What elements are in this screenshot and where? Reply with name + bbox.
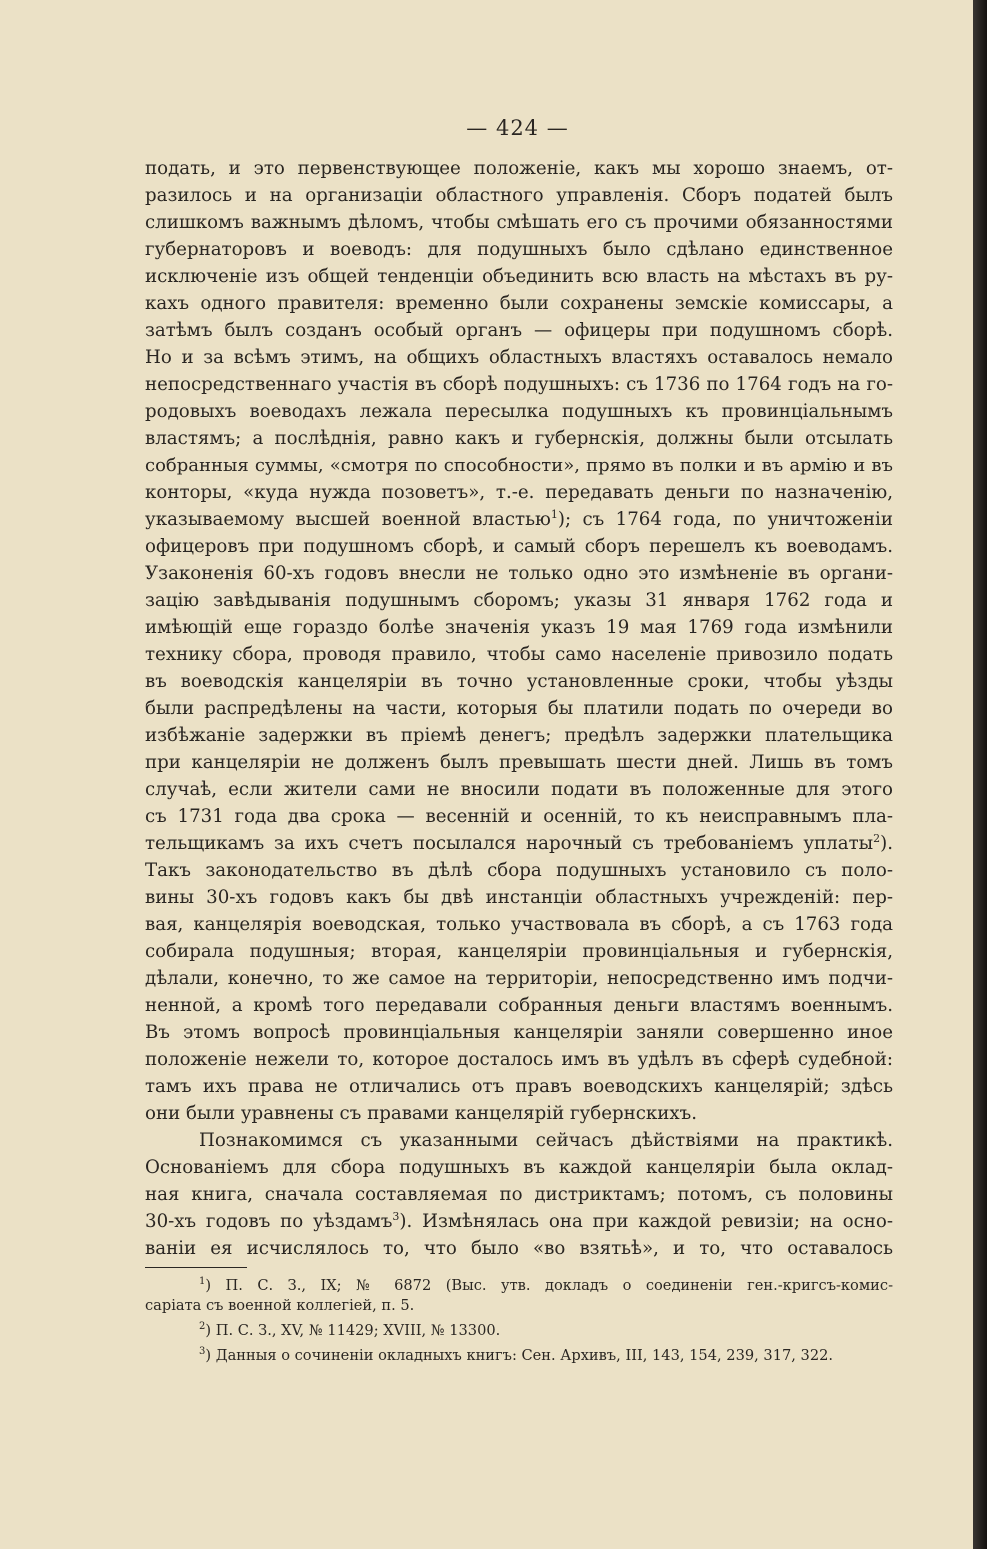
- text-line-content: Узаконенія 60-хъ годовъ внесли не только одно это измѣненіе въ органи-: [145, 563, 893, 584]
- text-line-content: ненной, а кромѣ того передавали собранныя деньги властямъ военнымъ.: [145, 995, 893, 1016]
- text-line-content: Но и за всѣмъ этимъ, на общихъ областныхъ властяхъ оставалось немало: [145, 347, 893, 368]
- text-line-content: Такъ законодательство въ дѣлѣ сбора подушныхъ установило съ поло-: [145, 860, 893, 881]
- text-line: [145, 587, 893, 614]
- text-line: [145, 236, 893, 263]
- text-line-content: они были уравнены съ правами канцелярій губернскихъ.: [145, 1103, 698, 1124]
- page-number: — 424 —: [466, 116, 569, 140]
- text-line-content: съ 1731 года два срока — весенній и осенній, то къ неисправнымъ пла-: [145, 806, 893, 827]
- text-line: [145, 1235, 893, 1262]
- text-line-content: зацію завѣдыванія подушнымъ сборомъ; указы 31 января 1762 года и: [145, 590, 893, 611]
- footnote-line: [145, 1321, 893, 1341]
- footnote-line: [145, 1346, 893, 1366]
- text-line-content: властямъ; а послѣднія, равно какъ и губернскія, должны были отсылать: [145, 428, 893, 449]
- text-line-content: исключеніе изъ общей тенденціи объединить всю власть на мѣстахъ въ ру-: [145, 266, 893, 287]
- text-line: [145, 155, 893, 182]
- text-line-content: собирала подушныя; вторая, канцеляріи провинціальныя и губернскія,: [145, 941, 893, 962]
- footnote-text: П. С. З., XV, № 11429; XVIII, № 13300.: [215, 1322, 501, 1339]
- footnote-text: саріата съ военной коллегіей, п. 5.: [145, 1297, 415, 1314]
- text-line: [145, 479, 893, 506]
- text-line: [145, 722, 893, 749]
- text-line: [145, 1208, 893, 1235]
- text-line-content: Познакомимся съ указанными сейчасъ дѣйствіями на практикѣ.: [199, 1130, 893, 1151]
- text-line: [145, 182, 893, 209]
- text-line: [145, 290, 893, 317]
- text-line-content: положеніе нежели то, которое досталось имъ въ удѣлъ въ сферѣ судебной:: [145, 1049, 893, 1070]
- text-line: [145, 938, 893, 965]
- text-line-content: технику сбора, проводя правило, чтобы само населеніе привозило подать: [145, 644, 893, 665]
- text-line-content: кахъ одного правителя: временно были сохранены земскіе комиссары, а: [145, 293, 893, 314]
- text-line-content: разилось и на организаціи областного управленія. Сборъ податей былъ: [145, 185, 893, 206]
- text-line-content: въ воеводскія канцеляріи въ точно установленные сроки, чтобы уѣзды: [145, 671, 893, 692]
- text-line: [145, 992, 893, 1019]
- footnote-marker-paren: ): [205, 1347, 216, 1364]
- footnote-reference: 1: [550, 508, 558, 521]
- text-line: [145, 1046, 893, 1073]
- text-line-content: конторы, «куда нужда позоветъ», т.-е. передавать деньги по назначенію,: [145, 482, 893, 503]
- text-line: [145, 1181, 893, 1208]
- text-line-content: родовыхъ воеводахъ лежала пересылка подушныхъ къ провинціальнымъ: [145, 401, 893, 422]
- footnote-reference: 3: [392, 1210, 400, 1223]
- text-line-content: собранныя суммы, «смотря по способности», прямо въ полки и въ армію и въ: [145, 455, 893, 476]
- text-line: [145, 560, 893, 587]
- footnote-separator: [145, 1267, 247, 1268]
- text-line: [145, 776, 893, 803]
- text-line-content: ваніи ея исчислялось то, что было «во взятьѣ», и то, что оставалось: [145, 1238, 893, 1259]
- text-line: [145, 344, 893, 371]
- text-line-content: Въ этомъ вопросѣ провинціальныя канцеляріи заняли совершенно иное: [145, 1022, 893, 1043]
- text-line: [145, 1073, 893, 1100]
- footnote-line: [145, 1276, 893, 1296]
- text-line-content: 30-хъ годовъ по уѣздамъ: [145, 1211, 393, 1232]
- text-line: [145, 398, 893, 425]
- footnotes: [145, 1276, 893, 1366]
- footnote-marker-paren: ): [205, 1277, 226, 1294]
- text-line: [145, 695, 893, 722]
- text-line: [145, 452, 893, 479]
- text-line: [145, 425, 893, 452]
- text-line-content: при канцеляріи не долженъ былъ превышать шести дней. Лишь въ томъ: [145, 752, 893, 773]
- text-line: [145, 668, 893, 695]
- text-line-content: затѣмъ былъ созданъ особый органъ — офицеры при подушномъ сборѣ.: [145, 320, 893, 341]
- text-line: [145, 371, 893, 398]
- text-line-content: были распредѣлены на части, которыя бы платили подать по очереди во: [145, 698, 893, 719]
- text-line: [145, 533, 893, 560]
- text-line-content: тамъ ихъ права не отличались отъ правъ воеводскихъ канцелярій; здѣсь: [145, 1076, 893, 1097]
- text-line: [145, 263, 893, 290]
- text-line: [145, 965, 893, 992]
- text-line-content: ная книга, сначала составляемая по дистриктамъ; потомъ, съ половины: [145, 1184, 893, 1205]
- text-line-tail: ). Измѣнялась она при каждой ревизіи; на осно-: [399, 1211, 893, 1232]
- text-line: [145, 506, 893, 533]
- text-line-content: непосредственнаго участія въ сборѣ подушныхъ: съ 1736 по 1764 годъ на го-: [145, 374, 893, 395]
- text-line-content: случаѣ, если жители сами не вносили подати въ положенные для этого: [145, 779, 893, 800]
- footnote-reference: 2: [873, 832, 881, 845]
- text-line-content: избѣжаніе задержки въ пріемѣ денегъ; предѣлъ задержки плательщика: [145, 725, 893, 746]
- text-line-tail: ).: [880, 833, 893, 854]
- text-line-content: офицеровъ при подушномъ сборѣ, и самый сборъ перешелъ къ воеводамъ.: [145, 536, 893, 557]
- footnote-marker: 3: [199, 1346, 206, 1357]
- text-line-content: указываемому высшей военной властью: [145, 509, 551, 530]
- footnote-line: [145, 1296, 893, 1316]
- text-line-content: вины 30-хъ годовъ какъ бы двѣ инстанціи областныхъ учрежденій: пер-: [145, 887, 893, 908]
- text-line: [145, 830, 893, 857]
- text-line-content: дѣлали, конечно, то же самое на территоріи, непосредственно имъ подчи-: [145, 968, 893, 989]
- text-line: [145, 749, 893, 776]
- footnote-marker-paren: ): [205, 1322, 216, 1339]
- text-line-content: губернаторовъ и воеводъ: для подушныхъ было сдѣлано единственное: [145, 239, 893, 260]
- text-line: [145, 1127, 893, 1154]
- text-line: [145, 1100, 893, 1127]
- footnote-marker: 2: [199, 1321, 206, 1332]
- text-line: [145, 884, 893, 911]
- text-line-content: тельщикамъ за ихъ счетъ посылался нарочный съ требованіемъ уплаты: [145, 833, 874, 854]
- footnote-text: П. С. З., IX; № 6872 (Выс. утв. докладъ о соединеніи ген.-кригсъ-комис-: [225, 1277, 894, 1294]
- text-line-content: слишкомъ важнымъ дѣломъ, чтобы смѣшать его съ прочими обязанностями: [145, 212, 893, 233]
- text-line: [145, 1019, 893, 1046]
- text-line: [145, 317, 893, 344]
- footnote-text: Данныя о сочиненіи окладныхъ книгъ: Сен. Архивъ, III, 143, 154, 239, 317, 322.: [215, 1347, 834, 1364]
- text-line: [145, 911, 893, 938]
- text-line: [145, 857, 893, 884]
- text-line: [145, 1154, 893, 1181]
- text-line-content: Основаніемъ для сбора подушныхъ въ каждой канцеляріи была оклад-: [145, 1157, 893, 1178]
- text-line: [145, 641, 893, 668]
- text-line-content: вая, канцелярія воеводская, только участвовала въ сборѣ, а съ 1763 года: [145, 914, 893, 935]
- footnote-marker: 1: [199, 1276, 206, 1287]
- text-line-content: подать, и это первенствующее положеніе, какъ мы хорошо знаемъ, от-: [145, 158, 893, 179]
- text-line: [145, 803, 893, 830]
- text-line-content: имѣющій еще гораздо болѣе значенія указъ 19 мая 1769 года измѣнили: [145, 617, 893, 638]
- text-line: [145, 209, 893, 236]
- text-line: [145, 614, 893, 641]
- text-line-tail: ); съ 1764 года, по уничтоженіи: [557, 509, 893, 530]
- page-edge-shadow: [973, 0, 987, 1549]
- body-text: [145, 155, 893, 1262]
